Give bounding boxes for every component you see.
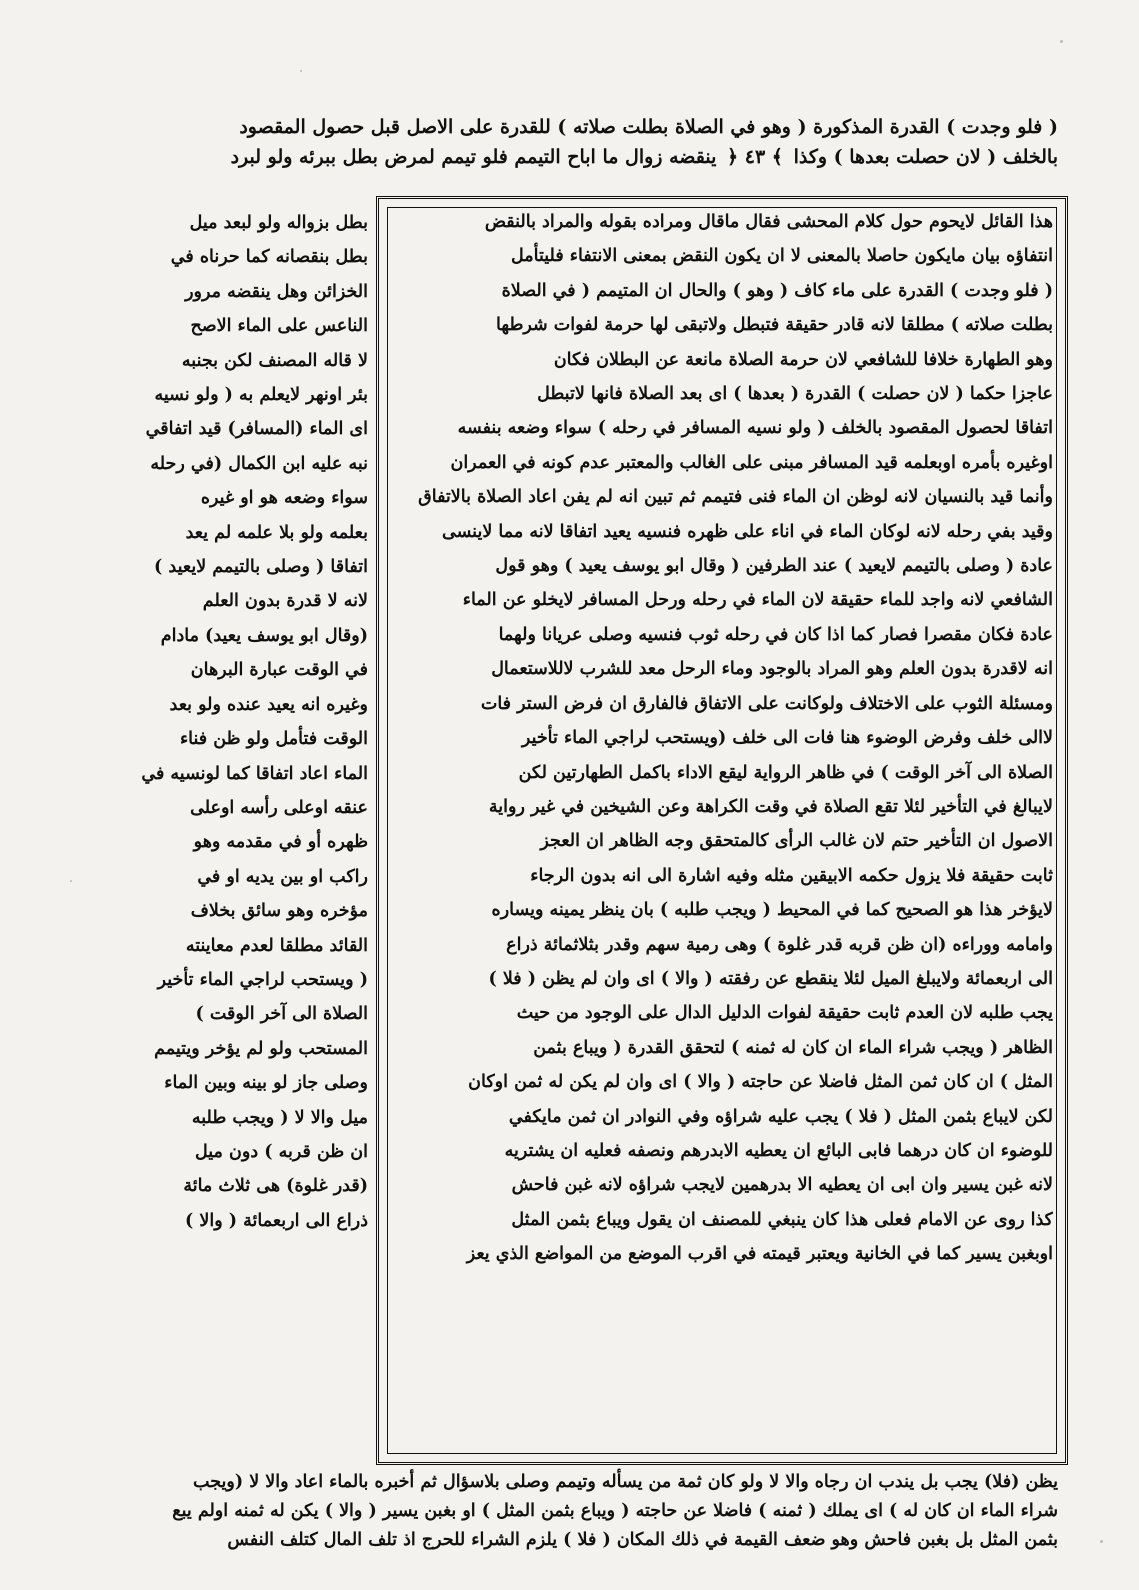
commentary-line: لانه غبن يسير وان ابى ان يعطيه الا بدرهمين لايجب شراؤه لانه غبن فاحش [511, 1175, 1053, 1196]
footer-line: يظن (فلا) يجب بل يندب ان رجاه والا لا ولو كان ثمة من يسأله وتيمم وصلى بلاسؤال ثم أخبره بالماء اعاد والا لا (ويجب [193, 1472, 1058, 1492]
commentary-line: اوغيره بأمره اوبعلمه قيد المسافر مبنى على الغالب والمعتبر عدم كونه في العمران [450, 452, 1053, 473]
margin-line: عنقه اوعلى رأسه اوعلى [190, 797, 368, 818]
commentary-line: للوضوء ان كان درهما فابى البائع ان يعطيه الابدرهم ونصفه فعليه ان يشتريه [504, 1140, 1053, 1161]
header-line-2-end: ينقضه زوال ما اباح التيمم فلو تيمم لمرض بطل ببرئه ولو لبرد [230, 146, 717, 168]
margin-line: وصلى جاز لو بينه وبين الماء [164, 1073, 368, 1094]
margin-line: الوقت فتأمل ولو ظن فناء [179, 729, 368, 750]
margin-line: سواء وضعه هو او غيره [200, 488, 368, 509]
main-text-header [116, 112, 1058, 172]
commentary-line: ومسئلة الثوب على الاختلاف ولوكانت على الاتفاق فالفارق ان فرض الستر فات [480, 693, 1053, 714]
commentary-line: بطلت صلاته ) مطلقا لانه قادر حقيقة فتبطل ولاتبقى لها حرمة لفوات شرطها [496, 315, 1053, 336]
margin-line: اى الماء (المسافر) قيد اتفاقي [145, 419, 368, 440]
commentary-line: الى اربعمائة ولايبلغ الميل لئلا ينقطع عن رفقته ( والا ) اى وان لم يظن ( فلا ) [488, 968, 1053, 989]
scan-speck [70, 880, 72, 882]
commentary-line: لايبالغ في التأخير لئلا تقع الصلاة في وقت الكراهة وعن الشيخين في غير رواية [488, 796, 1053, 817]
footer-line: بثمن المثل بل بغبن فاحش وهو ضعف القيمة في ذلك المكان ( فلا ) يلزم الشراء للحرج اذ تلف المال كتلف النفس [227, 1530, 1058, 1550]
margin-line: بطل بزواله ولو لبعد ميل [189, 213, 368, 233]
margin-line: لا قاله المصنف لكن بجنبه [181, 350, 368, 371]
commentary-line: الظاهر ( ويجب شراء الماء ان كان له ثمنه ) لتحقق القدرة ( ويباع بثمن [533, 1037, 1053, 1058]
margin-line: ان ظن قربه ) دون ميل [195, 1141, 368, 1162]
margin-line: نبه عليه ابن الكمال (في رحله [150, 453, 368, 474]
page-number: ﴾ ٤٣ ﴿ [727, 146, 783, 168]
commentary-line: يجب طلبه لان العدم ثابت حقيقة لفوات الدليل الدال على الوجود من حيث [516, 1003, 1053, 1024]
margin-line: ظهره أو في مقدمه وهو [193, 832, 368, 853]
commentary-line: الاصول ان التأخير حتم لان غالب الرأى كالمتحقق وجه الظاهر ان العجز [540, 831, 1053, 852]
header-line-2 [116, 142, 1058, 172]
margin-line: مؤخره وهو سائق بخلاف [190, 901, 368, 922]
margin-line: ذراع الى اربعمائة ( والا ) [185, 1210, 368, 1231]
margin-line: بعلمه ولو بلا علمه لم يعد [185, 522, 368, 543]
commentary-line: انه لاقدرة بدون العلم وهو المراد بالوجود وماء الرحل معد للشرب لاللاستعمال [491, 659, 1053, 680]
header-line-2-start: بالخلف ( لان حصلت بعدها ) وكذا [793, 146, 1058, 168]
margin-line: الخزائن وهل ينقضه مرور [185, 281, 368, 302]
commentary-line: لكن لايباع بثمن المثل ( فلا ) يجب عليه شراؤه وفي النوادر ان ثمن مايكفي [508, 1106, 1053, 1127]
margin-line: ميل والا لا ( ويجب طلبه [191, 1107, 368, 1128]
commentary-line: وهو الطهارة خلافا للشافعي لان حرمة الصلاة مانعة عن البطلان فكان [553, 349, 1053, 370]
margin-line: راكب او بين يديه او في [197, 866, 368, 887]
commentary-line: وأنما قيد بالنسيان لانه لوظن ان الماء فنى فتيمم ثم تبين انه لم يفن اعاد الصلاة بالاتفاق [418, 487, 1053, 508]
margin-line: بئر اونهر لايعلم به ( ولو نسيه [154, 385, 368, 406]
commentary-line: عادة ( وصلى بالتيمم لايعيد ) عند الطرفين ( وقال ابو يوسف يعيد ) وهو قول [495, 556, 1053, 577]
margin-line: الصلاة الى آخر الوقت ) [195, 1004, 368, 1025]
commentary-line: المثل ) ان كان ثمن المثل فاضلا عن حاجته ( والا ) اى وان لم يكن له ثمن اوكان [468, 1072, 1053, 1093]
margin-line: (وقال ابو يوسف يعيد) مادام [160, 625, 368, 646]
commentary-line: ( فلو وجدت ) القدرة على ماء كاف ( وهو ) والحال ان المتيمم ( في الصلاة [501, 280, 1053, 301]
scan-speck [1100, 1540, 1103, 1543]
commentary-line: انتفاؤه بيان مايكون حاصلا بالمعنى لا ان يكون النقض بمعنى الانتفاء فليتأمل [511, 246, 1053, 267]
margin-line: (قدر غلوة) هى ثلاث مائة [183, 1176, 368, 1197]
margin-line: وغيره انه يعيد عنده ولو بعد [169, 694, 368, 715]
commentary-line: اتفاقا لحصول المقصود بالخلف ( ولو نسيه المسافر في رحله ) سواء وضعه بنفسه [457, 418, 1053, 439]
commentary-line: الصلاة الى آخر الوقت ) في ظاهر الرواية ليقع الاداء باكمل الطهارتين لكن [518, 762, 1053, 783]
margin-line: بطل بنقصانه كما حرناه في [170, 247, 368, 268]
header-line-1: ( فلو وجدت ) القدرة المذكورة ( وهو في الصلاة بطلت صلاته ) للقدرة على الاصل قبل حصول المقصود [239, 116, 1058, 138]
margin-commentary [134, 206, 368, 1460]
margin-line: المستحب ولو لم يؤخر ويتيمم [154, 1038, 368, 1059]
scan-speck [300, 70, 302, 72]
margin-line: القائد مطلقا لعدم معاينته [185, 935, 368, 956]
commentary-box [376, 196, 1068, 1465]
footer-line: شراء الماء ان كان له ) اى يملك ( ثمنه ) فاضلا عن حاجته ( ويباع بثمن المثل ) او بغبن يسير ( والا ) يكن له ثمنه اولم يبع [172, 1501, 1058, 1521]
footer-text [116, 1468, 1058, 1555]
commentary-line: عاجزا حكما ( لان حصلت ) القدرة ( بعدها ) اى بعد الصلاة فانها لاتبطل [537, 384, 1053, 405]
margin-line: ( ويستحب لراجي الماء تأخير [157, 969, 368, 990]
commentary-text [391, 205, 1053, 1458]
commentary-line: هذا القائل لايحوم حول كلام المحشى فقال ماقال ومراده بقوله والمراد بالنقض [484, 212, 1053, 232]
commentary-line: ثابت حقيقة فلا يزول حكمه الابيقين مثله وفيه اشارة الى انه بدون الرجاء [530, 865, 1053, 886]
commentary-line: الشافعي لانه واجد للماء حقيقة لان الماء في رحله ورحل المسافر لايخلو عن الماء [462, 590, 1053, 611]
commentary-line: لاالى خلف وفرض الوضوء هنا فات الى خلف (ويستحب لراجي الماء تأخير [521, 728, 1053, 749]
margin-line: الماء اعاد اتفاقا كما لونسيه في [141, 763, 368, 784]
commentary-line: اوبغبن يسير كما في الخانية ويعتبر قيمته في اقرب الموضع من المواضع الذي يعز [466, 1244, 1053, 1265]
commentary-line: وامامه ووراءه (ان ظن قربه قدر غلوة ) وهى رمية سهم وقدر بثلاثمائة ذراع [506, 934, 1053, 955]
commentary-line: عادة فكان مقصرا فصار كما اذا كان في رحله ثوب فنسيه وصلى عريانا ولهما [498, 624, 1053, 645]
margin-line: لانه لا قدرة بدون العلم [202, 591, 368, 612]
commentary-line: كذا روى عن الامام فعلى هذا كان ينبغي للمصنف ان يقول ويباع بثمن المثل [511, 1209, 1053, 1230]
commentary-line: لايؤخر هذا هو الصحيح كما في المحيط ( ويجب طلبه ) بان ينظر يمينه ويساره [491, 900, 1053, 921]
margin-line: الناعس على الماء الاصح [190, 316, 368, 337]
margin-line: في الوقت عبارة البرهان [190, 660, 368, 681]
margin-line: اتفاقا ( وصلى بالتيمم لايعيد ) [154, 557, 368, 578]
commentary-line: وقيد بفي رحله لانه لوكان الماء في اناء على ظهره فنسيه يعيد اتفاقا لانه مما لاينسى [441, 521, 1053, 542]
scan-speck [1060, 40, 1063, 43]
